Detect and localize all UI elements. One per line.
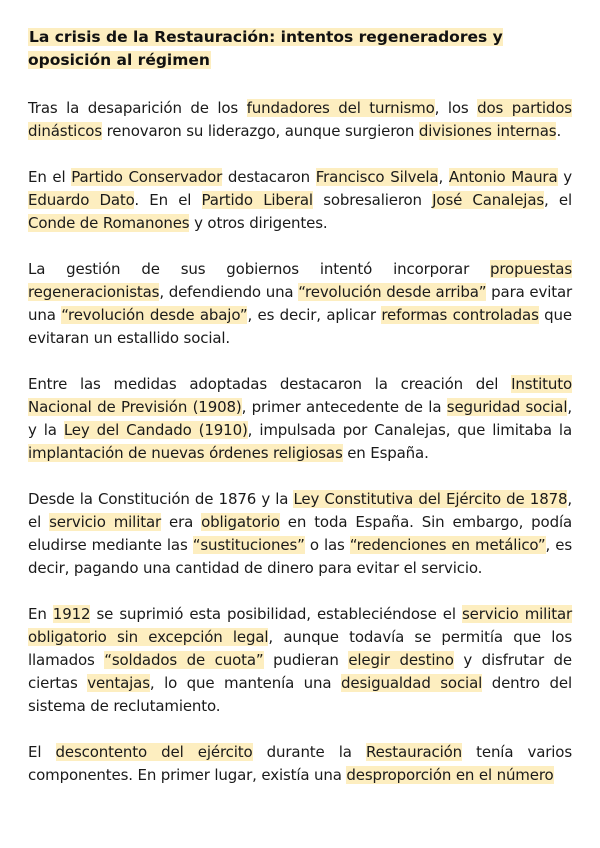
paragraph-text: sobresalieron (312, 191, 433, 209)
paragraph (28, 488, 572, 580)
paragraph-text: , lo que mantenía una (149, 674, 341, 692)
highlighted-text: implantación de nuevas órdenes religiosas (28, 444, 343, 462)
highlighted-text: reformas controladas (381, 306, 539, 324)
highlighted-text: Ley del Candado (1910) (63, 421, 248, 439)
paragraph-text: , aunque todavía se permitía que los llamados (28, 628, 572, 669)
highlighted-text: Instituto Nacional de Previsión (1908) (28, 375, 572, 416)
highlighted-text: “soldados de cuota” (104, 651, 264, 669)
paragraph-text: pudieran (263, 651, 349, 669)
paragraph-text: y otros dirigentes. (189, 214, 328, 232)
highlighted-text: “revolución desde abajo” (61, 306, 248, 324)
paragraph-text: Desde la Constitución de 1876 y la (28, 490, 294, 508)
paragraph-text: Entre las medidas adoptadas destacaron la creación del (28, 375, 512, 393)
highlighted-text: Restauración (365, 743, 462, 761)
document-body (28, 97, 572, 787)
paragraph-text: y disfrutar de ciertas (28, 651, 572, 692)
highlighted-text: “sustituciones” (192, 536, 305, 554)
paragraph-text: era (161, 513, 202, 531)
paragraph-text: . En el (134, 191, 202, 209)
highlighted-text: Partido Liberal (201, 191, 313, 209)
paragraph-text: , primer antecedente de la (241, 398, 447, 416)
paragraph-text: Tras la desaparición de los (28, 99, 247, 117)
highlighted-text: obligatorio (201, 513, 280, 531)
paragraph (28, 258, 572, 350)
paragraph (28, 97, 572, 143)
paragraph-text: , los (434, 99, 478, 117)
highlighted-text: descontento del ejército (55, 743, 253, 761)
title-highlight: La crisis de la Restauración: intentos regeneradores y oposición al régimen (28, 28, 503, 69)
highlighted-text: divisiones internas (418, 122, 557, 140)
paragraph-text: La gestión de sus gobiernos intentó incorporar (28, 260, 490, 278)
paragraph-text: El (28, 743, 56, 761)
highlighted-text: Eduardo Dato (28, 191, 135, 209)
paragraph-text: , es decir, aplicar (247, 306, 382, 324)
paragraph-text: durante la (252, 743, 366, 761)
highlighted-text: Antonio Maura (448, 168, 558, 186)
highlighted-text: servicio militar obligatorio sin excepción legal (28, 605, 573, 646)
paragraph-text: en toda España. Sin embargo, podía eludirse mediante las (28, 513, 573, 554)
highlighted-text: ventajas (87, 674, 150, 692)
paragraph-text: , y la (28, 398, 572, 439)
highlighted-text: seguridad social (446, 398, 568, 416)
paragraph-text: que evitaran un estallido social. (28, 306, 572, 347)
highlighted-text: José Canalejas (432, 191, 545, 209)
paragraph (28, 166, 572, 235)
paragraph-text: . (556, 122, 562, 140)
highlighted-text: Ley Constitutiva del Ejército de 1878 (293, 490, 568, 508)
paragraph-text: En el (28, 168, 72, 186)
document-title (28, 26, 572, 72)
paragraph-text: tenía varios componentes. En primer lugar, existía una (28, 743, 573, 784)
paragraph-text: En (28, 605, 53, 623)
highlighted-text: fundadores del turnismo (246, 99, 435, 117)
paragraph-text: , defendiendo una (159, 283, 299, 301)
highlighted-text: Francisco Silvela (315, 168, 439, 186)
paragraph (28, 741, 572, 787)
paragraph-text: , impulsada por Canalejas, que limitaba la (247, 421, 572, 439)
paragraph-text: en España. (342, 444, 429, 462)
highlighted-text: elegir destino (348, 651, 454, 669)
highlighted-text: “redenciones en metálico” (349, 536, 546, 554)
highlighted-text: propuestas regeneracionistas (28, 260, 572, 301)
paragraph-text: , es decir, pagando una cantidad de dinero para evitar el servicio. (28, 536, 572, 577)
paragraph (28, 373, 572, 465)
highlighted-text: servicio militar (49, 513, 162, 531)
paragraph-text: o las (304, 536, 350, 554)
highlighted-text: desigualdad social (341, 674, 483, 692)
highlighted-text: Conde de Romanones (28, 214, 190, 232)
paragraph-text: y (557, 168, 572, 186)
highlighted-text: desproporción en el número (346, 766, 554, 784)
paragraph-text: renovaron su liderazgo, aunque surgieron (102, 122, 419, 140)
paragraph-text: dentro del sistema de reclutamiento. (28, 674, 572, 715)
highlighted-text: 1912 (52, 605, 91, 623)
highlighted-text: Partido Conservador (71, 168, 223, 186)
paragraph (28, 603, 572, 718)
paragraph-text: para evitar una (28, 283, 573, 324)
paragraph-text: se suprimió esta posibilidad, estableciéndose el (90, 605, 462, 623)
paragraph-text: destacaron (222, 168, 316, 186)
highlighted-text: “revolución desde arriba” (298, 283, 487, 301)
paragraph-text: , el (28, 490, 572, 531)
paragraph-text: , (438, 168, 449, 186)
paragraph-text: , el (544, 191, 572, 209)
highlighted-text: dos partidos dinásticos (28, 99, 572, 140)
